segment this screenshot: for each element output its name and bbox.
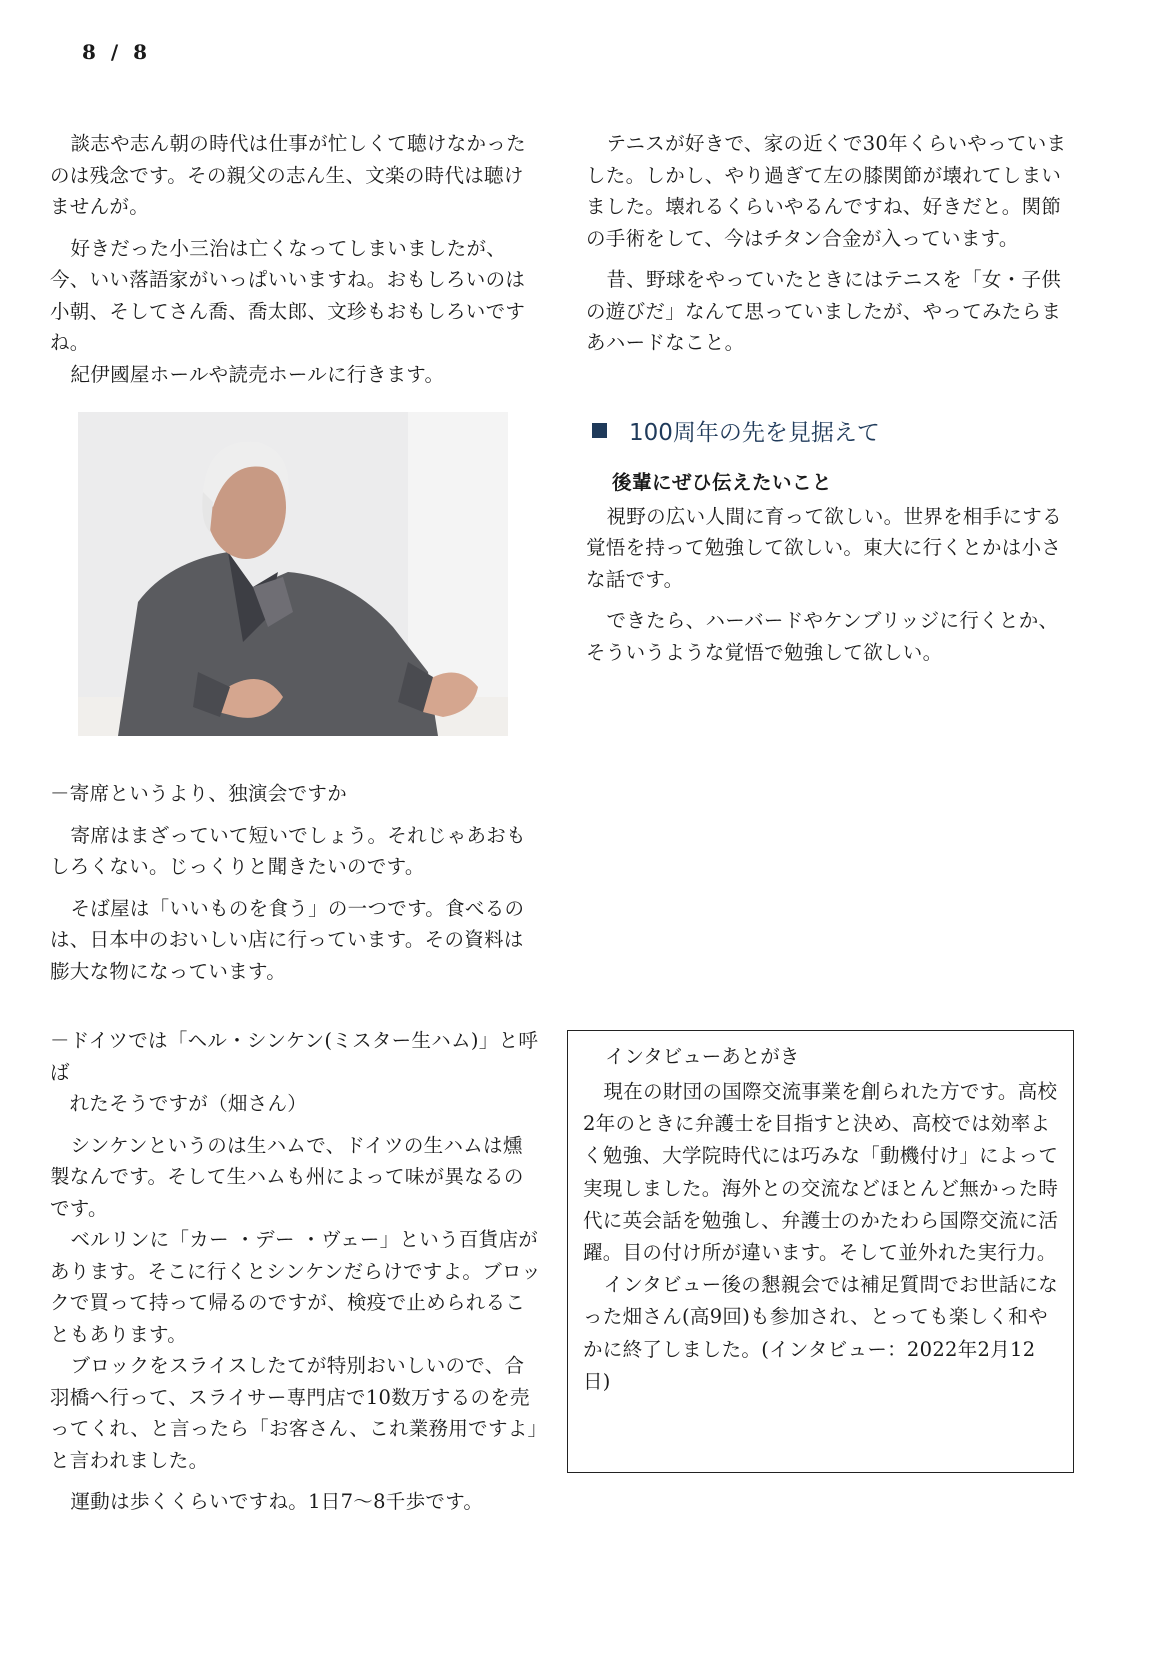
paragraph: シンケンというのは生ハムで、ドイツの生ハムは燻製なんです。そして生ハムも州によって味が異なるのです。 bbox=[50, 1133, 524, 1220]
paragraph: 寄席はまざっていて短いでしょう。それじゃあおもしろくない。じっくりと聞きたいのです。 bbox=[50, 823, 526, 878]
paragraph: 談志や志ん朝の時代は仕事が忙しくて聴けなかったのは残念です。その親父の志ん生、文楽の時代は聴けませんが。 bbox=[50, 132, 526, 218]
paragraph: テニスが好きで、家の近くで30年くらいやっていました。しかし、やり過ぎて左の膝関節が壊れてしまいました。壊れるくらいやるんですね、好きだと。関節の手術をして、今はチタン合金が入っています。 bbox=[586, 132, 1067, 250]
afterword-title: インタビューあとがき bbox=[605, 1045, 800, 1068]
paragraph: インタビュー後の懇親会では補足質問でお世話になった畑さん(高9回)も参加され、とっても楽しく和やかに終了しました。(インタビュー：2022年2月12日) bbox=[583, 1273, 1059, 1393]
square-icon bbox=[592, 423, 607, 438]
interview-photo bbox=[78, 412, 508, 736]
paragraph: ベルリンに「カー ・デー ・ヴェー」という百貨店があります。そこに行くとシンケンだらけですよ。ブロックで買って持って帰るのですが、検疫で止められることもあります。 bbox=[50, 1228, 542, 1346]
paragraph: そば屋は「いいものを食う」の一つです。食べるのは、日本中のおいしい店に行っています。その資料は膨大な物になっています。 bbox=[50, 896, 525, 983]
page-number: 8 / 8 bbox=[82, 40, 152, 64]
paragraph: 好きだった小三治は亡くなってしまいましたが、今、いい落語家がいっぱいいますね。おもしろいのは小朝、そしてさん喬、喬太郎、文珍もおもしろいですね。 bbox=[50, 236, 526, 354]
right-column bbox=[586, 128, 1076, 668]
left-column bbox=[50, 128, 542, 1518]
section-heading bbox=[586, 414, 1076, 447]
paragraph: ブロックをスライスしたてが特別おいしいので、合羽橋へ行って、スライサー専門店で10数万するのを売ってくれ、と言ったら「お客さん、これ業務用ですよ」と言われました。 bbox=[50, 1354, 538, 1472]
paragraph: 視野の広い人間に育って欲しい。世界を相手にする覚悟を持って勉強して欲しい。東大に行くとかは小さな話です。 bbox=[586, 504, 1062, 591]
subheading: 後輩にぜひ伝えたいこと bbox=[612, 470, 833, 494]
paragraph: 昔、野球をやっていたときにはテニスを「女・子供の遊びだ」なんて思っていましたが、やってみたらまあハードなこと。 bbox=[586, 268, 1062, 354]
interview-question: －寄席というより、独演会ですか bbox=[50, 782, 348, 805]
section-heading-text: 100周年の先を見据えて bbox=[629, 419, 880, 446]
question-line: れたそうですが（畑さん） bbox=[69, 1092, 308, 1115]
paragraph: 運動は歩くくらいですね。1日7～8千歩です。 bbox=[70, 1490, 484, 1513]
afterword-box bbox=[567, 1030, 1074, 1473]
interview-question bbox=[50, 1025, 542, 1120]
paragraph: 現在の財団の国際交流事業を創られた方です。高校2年のときに弁護士を目指すと決め、高校では効率よく勉強、大学院時代には巧みな「動機付け」によって実現しました。海外との交流などほとんど無かった時代に英会話を勉強し、弁護士のかたわら国際交流に活躍。目の付け所が違います。そして並外れた実行力。 bbox=[583, 1080, 1059, 1265]
paragraph: 紀伊國屋ホールや読売ホールに行きます。 bbox=[70, 362, 445, 386]
question-line: －ドイツでは「ヘル・シンケン(ミスター生ハム)」と呼ば bbox=[50, 1029, 539, 1084]
paragraph: できたら、ハーバードやケンブリッジに行くとか、そういうような覚悟で勉強して欲しい。 bbox=[586, 609, 1059, 664]
